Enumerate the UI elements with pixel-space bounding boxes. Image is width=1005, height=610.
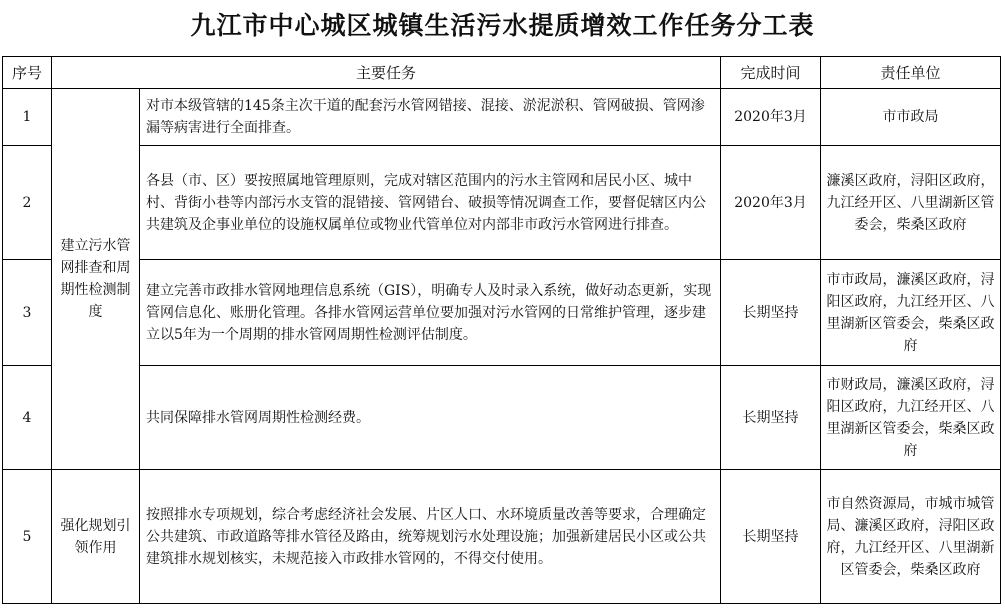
header-row [3,57,1001,89]
row-unit: 市财政局，濂溪区政府，浔阳区政府，九江经开区、八里湖新区管委会，柴桑区政府 [821,366,1001,470]
row-task: 共同保障排水管网周期性检测经费。 [140,366,721,470]
row-unit: 市市政局，濂溪区政府，浔阳区政府，九江经开区、八里湖新区管委会，柴桑区政府 [821,260,1001,366]
row-time: 长期坚持 [721,366,821,470]
row-seq: 5 [3,470,52,604]
row-unit: 濂溪区政府，浔阳区政府，九江经开区、八里湖新区管委会，柴桑区政府 [821,146,1001,260]
table-row [3,146,1001,260]
task-table [2,56,1001,604]
header-unit: 责任单位 [821,57,1001,89]
row-unit: 市市政局 [821,89,1001,146]
row-time: 2020年3月 [721,146,821,260]
row-time: 长期坚持 [721,260,821,366]
table-row [3,366,1001,470]
category-cell: 建立污水管网排查和周期性检测制度 [52,89,140,470]
table-row [3,470,1001,604]
row-task: 对市本级管辖的145条主次干道的配套污水管网错接、混接、淤泥淤积、管网破损、管网渗漏等病害进行全面排查。 [140,89,721,146]
row-seq: 1 [3,89,52,146]
row-task: 各县（市、区）要按照属地管理原则，完成对辖区范围内的污水主管网和居民小区、城中村、背街小巷等内部污水支管的混错接、管网错台、破损等情况调查工作，要督促辖区内公共建筑及企事业单位的设施权属单位或物业代管单位对内部非市政污水管网进行排查。 [140,146,721,260]
category-cell: 强化规划引领作用 [52,470,140,604]
page-title: 九江市中心城区城镇生活污水提质增效工作任务分工表 [190,11,815,40]
table-row [3,260,1001,366]
header-main-task: 主要任务 [52,57,721,89]
row-task: 按照排水专项规划，综合考虑经济社会发展、片区人口、水环境质量改善等要求，合理确定公共建筑、市政道路等排水管径及路由，统筹规划污水处理设施；加强新建居民小区或公共建筑排水规划核实，未规范接入市政排水管网的，不得交付使用。 [140,470,721,604]
row-time: 长期坚持 [721,470,821,604]
row-seq: 2 [3,146,52,260]
row-task: 建立完善市政排水管网地理信息系统（GIS），明确专人及时录入系统，做好动态更新，实现管网信息化、账册化管理。各排水管网运营单位要加强对污水管网的日常维护管理，逐步建立以5年为一个周期的排水管网周期性检测评估制度。 [140,260,721,366]
header-time: 完成时间 [721,57,821,89]
row-seq: 3 [3,260,52,366]
row-unit: 市自然资源局，市城市城管局、濂溪区政府，浔阳区政府，九江经开区、八里湖新区管委会，柴桑区政府 [821,470,1001,604]
row-time: 2020年3月 [721,89,821,146]
table-row [3,89,1001,146]
row-seq: 4 [3,366,52,470]
header-seq: 序号 [3,57,52,89]
